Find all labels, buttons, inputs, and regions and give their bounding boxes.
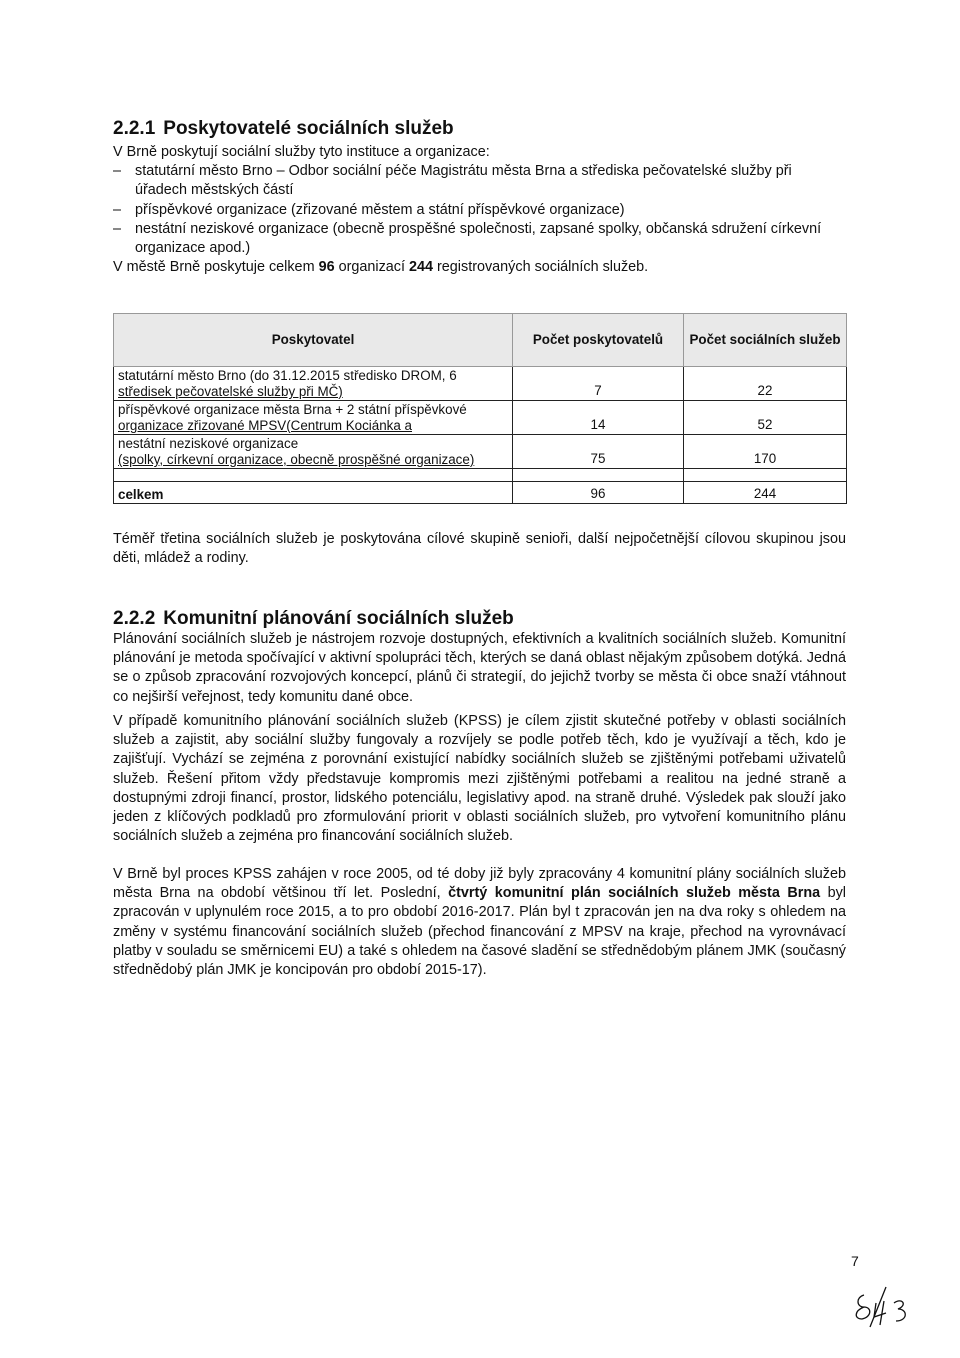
dash-bullet: –	[113, 220, 122, 237]
handwritten-page-mark	[846, 1283, 926, 1333]
plan-title-bold: čtvrtý komunitní plán sociálních služeb města Brna	[448, 885, 821, 902]
table-row	[114, 367, 847, 401]
section-heading-2-2-1	[113, 118, 454, 140]
list-item-text: příspěvkové organizace (zřizované městem a státní příspěvkové organizace)	[135, 201, 625, 218]
table-row	[114, 401, 847, 435]
section-number: 2.2.2	[113, 608, 156, 629]
provider-count-cell: 75	[513, 435, 684, 469]
providers-table	[113, 313, 847, 504]
provider-cell: příspěvkové organizace města Brna + 2 státní příspěvkové organizace zřizované MPSV(Centrum Kociánka a	[114, 401, 513, 435]
total-label: celkem	[114, 482, 513, 504]
planning-paragraph-1: Plánování sociálních služeb je nástrojem rozvoje dostupných, efektivních a kvalitních sociálních služeb. Komunitní plánování je metoda spočívající v aktivní spolupráci těch, kterých se daná oblast nějakým způsobem dotýká. Jedná se o způsob zpracování rozvojových koncepcí, plánů či strategií, do jejichž tvorby se města či obce snaží vtáhnout co nejširší veřejnost, tedy komunitu dané obce.	[113, 631, 846, 705]
provider-cell: nestátní neziskové organizace (spolky, církevní organizace, obecně prospěšné organizace)	[114, 435, 513, 469]
provider-count-cell: 14	[513, 401, 684, 435]
provider-count-cell: 7	[513, 367, 684, 401]
header-provider-count: Počet poskytovatelů	[513, 314, 684, 367]
summary-text: V městě Brně poskytuje celkem 96 organizací 244 registrovaných sociálních služeb.	[113, 259, 649, 276]
service-count-cell: 170	[684, 435, 847, 469]
list-item	[113, 201, 846, 220]
dash-bullet: –	[113, 163, 122, 180]
dash-bullet: –	[113, 201, 122, 218]
header-provider: Poskytovatel	[114, 314, 513, 367]
section-heading-2-2-2	[113, 608, 514, 630]
table-spacer-row	[114, 469, 847, 482]
service-count-cell: 22	[684, 367, 847, 401]
providers-intro-block	[113, 143, 846, 277]
section-title: Komunitní plánování sociálních služeb	[163, 608, 514, 629]
list-item-text: nestátní neziskové organizace (obecně prospěšné společnosti, zapsané spolky, občanská sdružení církevní organizace apod.)	[135, 220, 822, 257]
list-item	[113, 220, 846, 258]
table-row	[114, 435, 847, 469]
institution-list	[113, 162, 846, 258]
org-count: 96	[318, 259, 335, 276]
section-number: 2.2.1	[113, 118, 156, 139]
page-number: 7	[851, 1253, 859, 1269]
intro-text: V Brně poskytují sociální služby tyto instituce a organizace:	[113, 144, 490, 160]
section-title: Poskytovatelé sociálních služeb	[163, 118, 454, 139]
list-item-text: statutární město Brno – Odbor sociální péče Magistrátu města Brna a střediska pečovatelské služby při úřadech městských částí	[135, 163, 792, 199]
target-group-paragraph: Téměř třetina sociálních služeb je poskytována cílové skupině senioři, další nejpočetnější cílovou skupinou jsou děti, mládež a rodiny.	[113, 531, 846, 567]
list-item	[113, 162, 846, 200]
planning-paragraph-2: V případě komunitního plánování sociálních služeb (KPSS) je cílem zjistit skutečné potřeby v oblasti sociálních služeb a zajistit, aby sociální služby fungovaly a rozvíjely se podle potřeb těch, kdo je využívají a těch, kdo je zajišťují. Vychází se zejména z porovnání existující nabídky sociálních služeb se zjištěnými potřebami uživatelů služeb. Řešení přitom vždy představuje kompromis mezi zjištěnými potřebami a realitou na jedné straně a dostupnými zdroji financí, prostor, lidského potenciálu, legislativy apod. na straně druhé. Výsledek pak slouží jako jeden z klíčových podkladů pro zformulování priorit v oblasti sociálních služeb, pro vytvoření komunitního plánu sociálních služeb a zejména pro financování sociálních služeb.	[113, 713, 846, 845]
service-count-cell: 52	[684, 401, 847, 435]
provider-cell: statutární město Brno (do 31.12.2015 středisko DROM, 6 středisek pečovatelské služby při MČ)	[114, 367, 513, 401]
table-total-row	[114, 482, 847, 504]
planning-paragraph-3: V Brně byl proces KPSS zahájen v roce 2005, od té doby již byly zpracovány 4 komunitní plány sociálních služeb města Brna na období většinou tří let. Poslední, čtvrtý komunitní plán sociálních služeb města Brna byl zpracován v uplynulém roce 2015, a to pro období 2016-2017. Plán byl t zpracován jen na dva roky s ohledem na změny v systému financování sociálních služeb (přechod financování z MPSV na kraje, přechod na vyrovnávací platby v souladu se směrnicemi EU) a také s ohledem na časové sladění se střednědobým plánem JMK (současný střednědobý plán JMK je koncipován pro období 2015-17).	[113, 866, 847, 979]
total-services: 244	[684, 482, 847, 504]
total-providers: 96	[513, 482, 684, 504]
service-count: 244	[408, 259, 433, 276]
header-service-count: Počet sociálních služeb	[684, 314, 847, 367]
table-header-row	[114, 314, 847, 367]
